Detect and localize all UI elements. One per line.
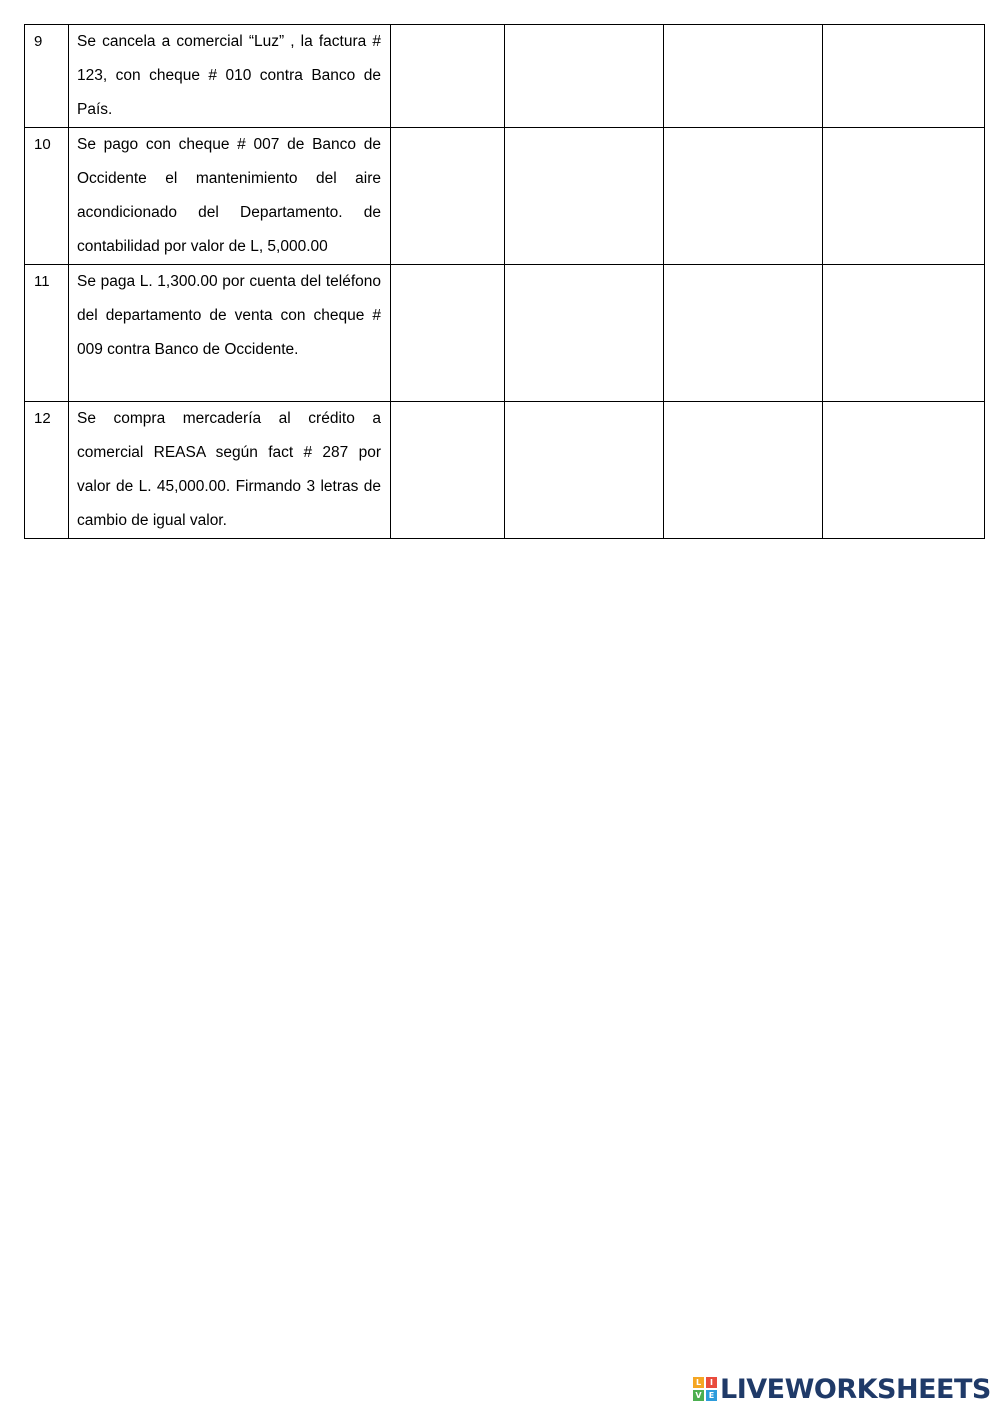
answer-cell[interactable] (391, 128, 505, 265)
answer-cell[interactable] (823, 265, 985, 402)
answer-cell[interactable] (664, 402, 823, 539)
row-description: Se paga L. 1,300.00 por cuenta del teléfono del departamento de venta con cheque # 009 contra Banco de Occidente. (69, 265, 391, 402)
answer-cell[interactable] (391, 265, 505, 402)
table-row (25, 128, 985, 265)
answer-cell[interactable] (823, 25, 985, 128)
logo-tile-v: V (693, 1390, 704, 1401)
liveworksheets-logo (693, 1374, 991, 1404)
row-description: Se compra mercadería al crédito a comercial REASA según fact # 287 por valor de L. 45,000.00. Firmando 3 letras de cambio de igual valor. (69, 402, 391, 539)
logo-tile-i: I (706, 1377, 717, 1388)
logo-tile-l: L (693, 1377, 704, 1388)
liveworksheets-logo-icon (693, 1377, 717, 1401)
row-number: 10 (25, 128, 69, 265)
answer-cell[interactable] (823, 128, 985, 265)
answer-cell[interactable] (505, 128, 664, 265)
answer-cell[interactable] (505, 265, 664, 402)
row-number: 12 (25, 402, 69, 539)
answer-cell[interactable] (505, 402, 664, 539)
table-row (25, 25, 985, 128)
answer-cell[interactable] (664, 128, 823, 265)
row-number: 11 (25, 265, 69, 402)
transactions-table (24, 24, 985, 539)
table-row (25, 265, 985, 402)
row-description: Se cancela a comercial “Luz” , la factura # 123, con cheque # 010 contra Banco de País. (69, 25, 391, 128)
answer-cell[interactable] (505, 25, 664, 128)
answer-cell[interactable] (664, 265, 823, 402)
table-row (25, 402, 985, 539)
row-number: 9 (25, 25, 69, 128)
logo-tile-e: E (706, 1390, 717, 1401)
liveworksheets-wordmark: LIVEWORKSHEETS (720, 1373, 991, 1405)
answer-cell[interactable] (664, 25, 823, 128)
row-description: Se pago con cheque # 007 de Banco de Occidente el mantenimiento del aire acondicionado del Departamento. de contabilidad por valor de L, 5,000.00 (69, 128, 391, 265)
answer-cell[interactable] (391, 25, 505, 128)
answer-cell[interactable] (823, 402, 985, 539)
answer-cell[interactable] (391, 402, 505, 539)
